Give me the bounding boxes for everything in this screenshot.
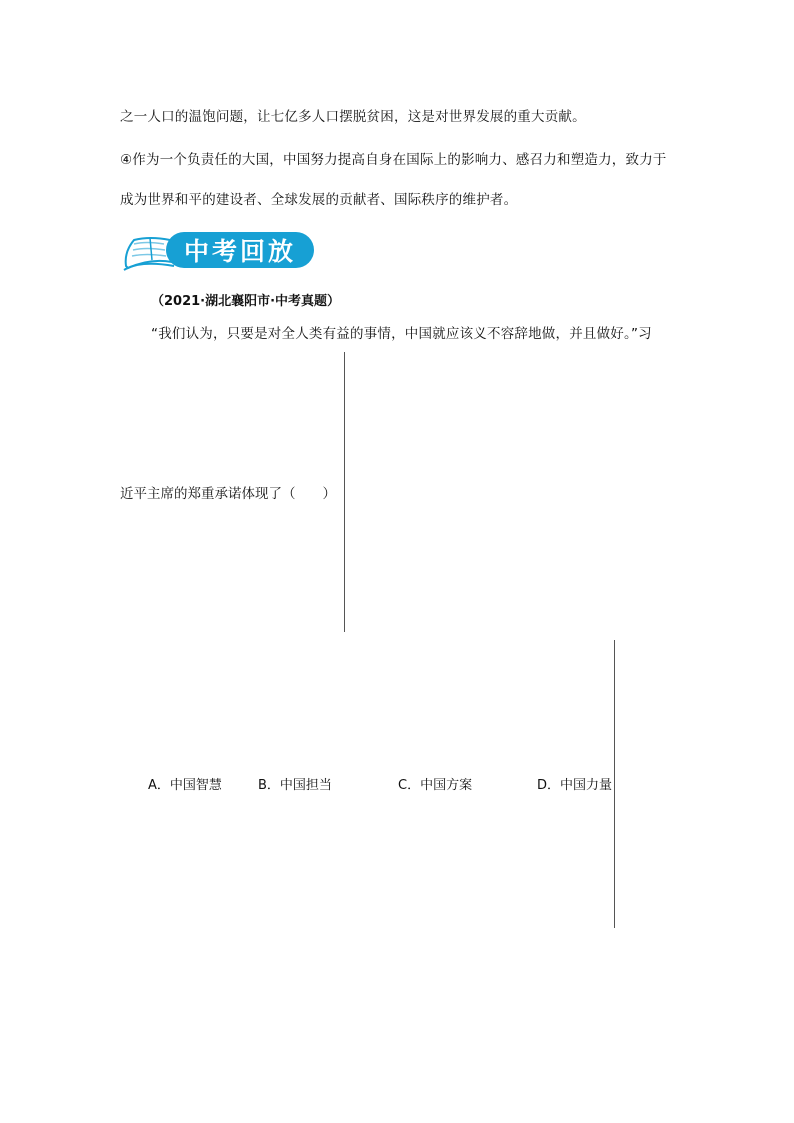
section-banner — [120, 230, 320, 274]
paragraph-line-2: ④作为一个负责任的大国，中国努力提高自身在国际上的影响力、感召力和塑造力，致力于 — [120, 152, 667, 168]
vertical-rule — [614, 640, 615, 928]
question-quote: “我们认为，只要是对全人类有益的事情，中国就应该义不容辞地做，并且做好。”习 — [151, 326, 652, 342]
option-d: D．中国力量 — [537, 778, 613, 793]
option-a: A．中国智慧 — [148, 778, 222, 793]
paragraph-line-3: 成为世界和平的建设者、全球发展的贡献者、国际秩序的维护者。 — [120, 192, 518, 208]
question-stem: 近平主席的郑重承诺体现了（ ） — [120, 486, 336, 502]
option-c: C．中国方案 — [398, 778, 473, 793]
option-b: B．中国担当 — [258, 778, 332, 793]
paragraph-line-1: 之一人口的温饱问题，让七亿多人口摆脱贫困，这是对世界发展的重大贡献。 — [120, 109, 586, 125]
question-source: （2021·湖北襄阳市·中考真题） — [151, 294, 341, 309]
vertical-rule — [344, 352, 345, 632]
banner-pill — [166, 232, 314, 268]
section-title: 中考回放 — [183, 237, 296, 266]
